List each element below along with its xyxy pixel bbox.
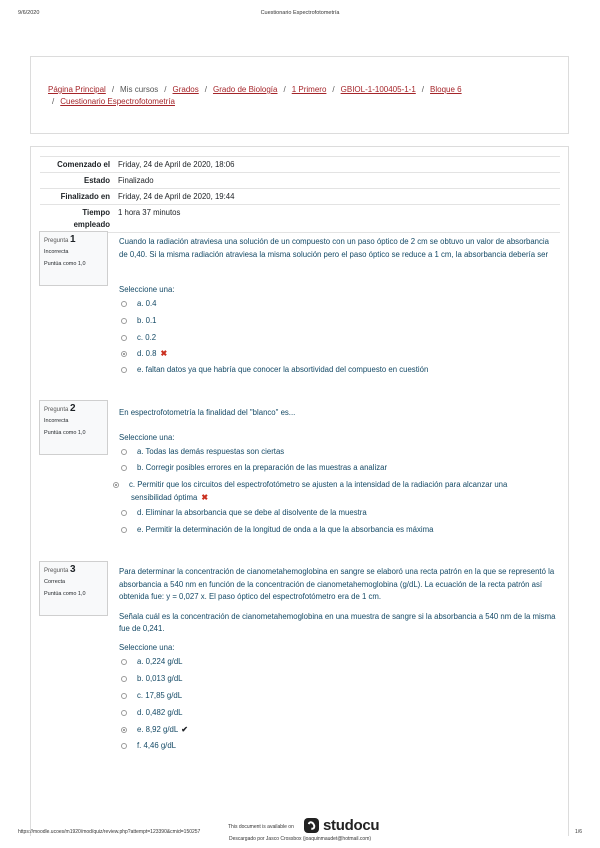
question-number-value: 3 bbox=[70, 564, 76, 575]
breadcrumb-panel bbox=[30, 56, 569, 134]
print-title: Cuestionario Espectrofotometría bbox=[260, 10, 340, 16]
breadcrumb-separator: / bbox=[52, 97, 55, 106]
radio-button[interactable] bbox=[121, 676, 127, 682]
option-label: b. Corregir posibles errores en la preparación de las muestras a analizar bbox=[137, 463, 388, 472]
studocu-logo-icon bbox=[304, 818, 319, 833]
radio-button[interactable] bbox=[121, 710, 127, 716]
question-prompt: Seleccione una: bbox=[119, 643, 175, 652]
radio-button[interactable] bbox=[121, 335, 127, 341]
option-label: e. faltan datos ya que habría que conocer la absortividad del compuesto en cuestión bbox=[137, 365, 429, 374]
breadcrumb-biologia-link[interactable]: Grado de Biología bbox=[212, 85, 278, 94]
question-prompt: Seleccione una: bbox=[119, 433, 175, 442]
option-2d[interactable] bbox=[121, 506, 521, 519]
option-2a[interactable] bbox=[121, 445, 521, 458]
option-label: c. 17,85 g/dL bbox=[137, 691, 183, 700]
question-paragraph: En espectrofotometría la finalidad del "blanco" es... bbox=[119, 408, 296, 417]
option-1d[interactable] bbox=[121, 347, 521, 360]
breadcrumb-quiz-link[interactable]: Cuestionario Espectrofotometría bbox=[60, 97, 175, 106]
summary-value: Finalizado bbox=[118, 176, 154, 185]
radio-button[interactable] bbox=[121, 301, 127, 307]
option-label: a. Todas las demás respuestas son ciertas bbox=[137, 447, 285, 456]
summary-label-line: empleado bbox=[73, 220, 110, 229]
incorrect-cross-icon: ✖ bbox=[160, 349, 168, 358]
option-1e[interactable] bbox=[121, 363, 551, 376]
summary-value: Friday, 24 de April de 2020, 18:06 bbox=[118, 160, 235, 169]
option-2b[interactable] bbox=[121, 461, 521, 474]
breadcrumb-separator: / bbox=[204, 85, 207, 94]
option-1c[interactable] bbox=[121, 331, 521, 344]
option-label: f. 4,46 g/dL bbox=[137, 741, 177, 750]
studocu-logo bbox=[304, 817, 379, 834]
summary-row-state bbox=[40, 172, 560, 188]
option-label: c. 0.2 bbox=[137, 333, 157, 342]
print-url: https://moodle.ucoes/m1920/mod/quiz/review.php?attempt=123390&cmid=150257 bbox=[18, 829, 201, 835]
option-3f[interactable] bbox=[121, 739, 521, 752]
breadcrumb-separator: / bbox=[421, 85, 425, 94]
radio-button[interactable] bbox=[121, 510, 127, 516]
question-label: Pregunta bbox=[44, 238, 69, 244]
summary-label: Comenzado el bbox=[57, 160, 110, 169]
summary-row-started bbox=[40, 156, 560, 172]
question-label: Pregunta bbox=[44, 568, 69, 574]
studocu-logo-text: studocu bbox=[323, 817, 380, 834]
summary-label-line: Tiempo bbox=[82, 208, 110, 217]
summary-value: Friday, 24 de April de 2020, 19:44 bbox=[118, 192, 235, 201]
option-label: a. 0,224 g/dL bbox=[137, 657, 183, 666]
option-label: e. Permitir la determinación de la longitud de onda a la que la absorbancia es máxima bbox=[137, 525, 434, 534]
question-number-value: 1 bbox=[70, 234, 76, 245]
question-prompt: Seleccione una: bbox=[119, 285, 175, 294]
question-number-value: 2 bbox=[70, 403, 76, 414]
summary-value: 1 hora 37 minutos bbox=[118, 208, 181, 217]
question-status: Incorrecta bbox=[44, 249, 69, 255]
option-3c[interactable] bbox=[121, 689, 521, 702]
option-label: a. 0.4 bbox=[137, 299, 157, 308]
breadcrumb-home-link[interactable]: Página Principal bbox=[48, 85, 106, 94]
option-label: d. 0.8 bbox=[137, 349, 157, 358]
question-label: Pregunta bbox=[44, 407, 69, 413]
radio-button-selected[interactable] bbox=[121, 351, 127, 357]
option-1a[interactable] bbox=[121, 297, 521, 310]
radio-button[interactable] bbox=[121, 527, 127, 533]
question-score: Puntúa como 1,0 bbox=[44, 430, 86, 436]
correct-check-icon: ✔ bbox=[181, 725, 188, 734]
breadcrumb-primero-link[interactable]: 1 Primero bbox=[291, 85, 327, 94]
option-3e[interactable] bbox=[121, 723, 521, 736]
question-score: Puntúa como 1,0 bbox=[44, 261, 86, 267]
option-label: d. Eliminar la absorbancia que se debe al disolvente de la muestra bbox=[137, 508, 367, 517]
question-number bbox=[44, 405, 103, 414]
question-status: Correcta bbox=[44, 579, 66, 585]
question-text-3 bbox=[119, 566, 557, 643]
summary-label: Estado bbox=[84, 176, 110, 185]
option-3d[interactable] bbox=[121, 706, 521, 719]
option-label: e. 8,92 g/dL bbox=[137, 725, 179, 734]
print-date: 9/6/2020 bbox=[18, 10, 40, 16]
breadcrumb-separator: / bbox=[164, 85, 167, 94]
breadcrumb-my-courses: Mis cursos bbox=[120, 85, 159, 94]
breadcrumb-separator: / bbox=[283, 85, 286, 94]
radio-button-selected[interactable] bbox=[113, 482, 119, 488]
radio-button-selected[interactable] bbox=[121, 727, 127, 733]
page-number: 1/6 bbox=[575, 829, 582, 835]
option-label: b. 0,013 g/dL bbox=[137, 674, 183, 683]
attempt-summary-table bbox=[40, 156, 560, 233]
question-text-1 bbox=[119, 236, 557, 268]
radio-button[interactable] bbox=[121, 449, 127, 455]
breadcrumb bbox=[48, 84, 548, 108]
question-text-2 bbox=[119, 407, 557, 427]
radio-button[interactable] bbox=[121, 659, 127, 665]
question-score: Puntúa como 1,0 bbox=[44, 591, 86, 597]
breadcrumb-grados-link[interactable]: Grados bbox=[172, 85, 199, 94]
question-paragraph: Para determinar la concentración de cianometahemoglobina en sangre se elaboró una recta patrón en la que se representó la absorbancia a 540 nm en función de la concentración de cianometahemoglobina (g/dL). La ecuación de la recta patrón así obtenida fue: y = 0,027 x. El paso óptico del espectrofotómetro era de 1 cm. bbox=[119, 567, 555, 601]
breadcrumb-separator: / bbox=[332, 85, 335, 94]
summary-label bbox=[40, 205, 116, 232]
question-info-2 bbox=[39, 400, 108, 455]
summary-row-time bbox=[40, 204, 560, 233]
radio-button[interactable] bbox=[121, 318, 127, 324]
question-status: Incorrecta bbox=[44, 418, 69, 424]
option-label: c. Permitir que los circuitos del espectrofotómetro se ajusten a la intensidad de la radiación para alcanzar una sensibilidad óptima bbox=[129, 480, 508, 502]
breadcrumb-course-link[interactable]: GBIOL-1-100405-1-1 bbox=[340, 85, 416, 94]
breadcrumb-separator: / bbox=[111, 85, 115, 94]
question-paragraph: Cuando la radiación atraviesa una solución de un compuesto con un paso óptico de 2 cm se obtuvo un valor de absorbancia de 0,40. Si la misma radiación atraviesa la misma solución pero el paso óptico se reduce a 1 cm, la absorbancia debería ser bbox=[119, 237, 549, 259]
option-1b[interactable] bbox=[121, 314, 521, 327]
summary-row-finished bbox=[40, 188, 560, 204]
summary-label: Finalizado en bbox=[60, 192, 110, 201]
radio-button[interactable] bbox=[121, 693, 127, 699]
radio-button[interactable] bbox=[121, 367, 127, 373]
download-notice: Descargado por Jasco Crossbox (joaquinmaudet@hotmail.com) bbox=[228, 836, 372, 842]
option-label: d. 0,482 g/dL bbox=[137, 708, 183, 717]
question-number bbox=[44, 566, 103, 575]
question-info-3 bbox=[39, 561, 108, 616]
option-3b[interactable] bbox=[121, 672, 521, 685]
option-2c[interactable] bbox=[121, 478, 546, 504]
available-notice: This document is available on bbox=[228, 824, 294, 830]
option-3a[interactable] bbox=[121, 655, 521, 668]
radio-button[interactable] bbox=[121, 465, 127, 471]
option-2e[interactable] bbox=[121, 523, 551, 536]
breadcrumb-bloque-link[interactable]: Bloque 6 bbox=[430, 85, 462, 94]
question-number bbox=[44, 236, 103, 245]
incorrect-cross-icon: ✖ bbox=[201, 493, 209, 502]
radio-button[interactable] bbox=[121, 743, 127, 749]
question-paragraph: Señala cuál es la concentración de cianometahemoglobina en una muestra de sangre si la absorbancia a 540 nm de la misma fue de 0,241. bbox=[119, 611, 556, 633]
question-info-1 bbox=[39, 231, 108, 286]
option-label: b. 0.1 bbox=[137, 316, 157, 325]
